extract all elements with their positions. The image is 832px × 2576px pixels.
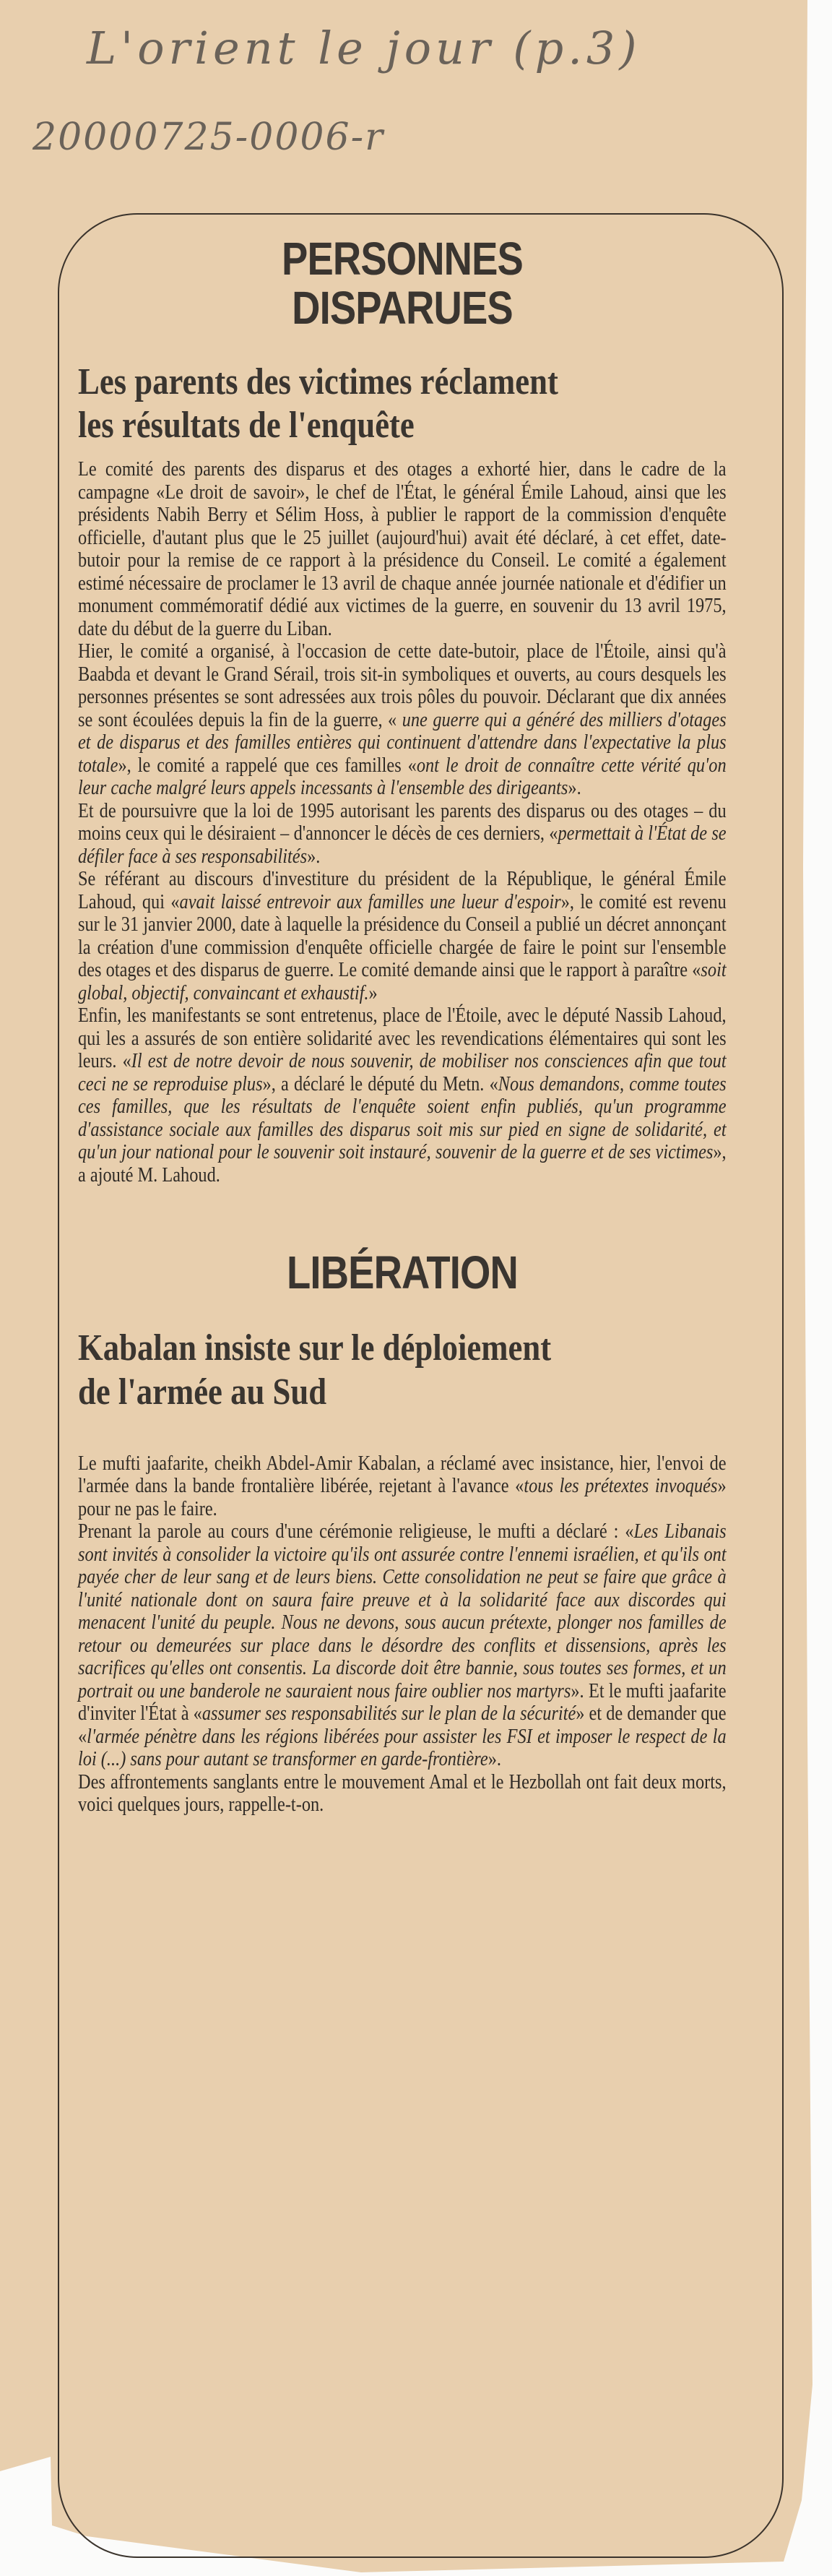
paragraph [78,1004,727,1186]
paragraph [78,640,727,800]
body-text-run: » pour ne pas le faire. [78,1474,727,1520]
body-text-run: », a ajouté M. Lahoud. [78,1140,727,1186]
body-text-run: ». [488,1747,501,1771]
headline [78,1327,725,1415]
body-text-run: », le comité est revenu sur le 31 janvier 2000, date à laquelle la présidence du Conseil a publié un décret annonçant la création d'une commission d'enquête officielle chargée de faire le point sur l'ensemble des otages et des disparus de guerre. Le comité demande ainsi que le rapport à paraître « [78,889,727,982]
section-heading: LIBÉRATION [287,1246,518,1299]
paragraph [78,1520,727,1771]
headline [78,361,725,449]
body-text-run: Le comité des parents des disparus et des otages a exhorté hier, dans le cadre de la campagne «Le droit de savoir», le chef de l'État, le général Émile Lahoud, ainsi que les présidents Nabih Berry et Sélim Hoss, à publier le rapport de la commission d'enquête officielle, d'autant plus que le 25 juillet (aujourd'hui) avait été déclaré, à cet effet, date-butoir pour la remise de ce rapport à la présidence du Conseil. Le comité a également estimé nécessaire de proclamer le 13 avril de chaque année journée nationale et d'édifier un monument commémoratif dédié aux victimes de la guerre, en souvenir du 13 avril 1975, date du début de la guerre du Liban. [78,457,727,640]
handwritten-reference-number: 20000725-0006-r [32,116,385,159]
body-text-run: Prenant la parole au cours d'une cérémonie religieuse, le mufti a déclaré : « [78,1520,634,1543]
body-text-run: ». [568,776,581,800]
article-liberation [78,1246,727,1817]
handwritten-publication-note: L'orient le jour (p.3) [87,22,641,74]
section-heading-line-2: DISPARUES [292,281,513,334]
quotation-text: assumer ses responsabilités sur le plan de la sécurité [202,1702,576,1726]
headline-line-1: Les parents des victimes réclament [78,361,558,402]
quotation-text: permettait à l'État de se défiler face à ses responsabilités [78,822,727,868]
paragraph [78,800,727,869]
quotation-text: avait laissé entrevoir aux familles une lueur d'espoir [179,889,561,913]
quotation-text: Les Libanais sont invités à consolider la victoire qu'ils ont assurée contre l'ennemi israélien, et qu'ils ont payée cher de leur sang et de leurs biens. Cette consolidation ne peut se faire que grâce à l'unité nationale dont on saura faire preuve et à la solidarité face aux discordes qui menacent l'unité du peuple. Nous ne devons, sous aucun prétexte, plonger nos familles de retour ou demeurées sur place dans le désordre des conflits et dissensions, après les sacrifices qu'elles ont consentis. La discorde doit être bannie, sous toutes ses formes, et un portrait ou une banderole ne sauraient nous faire oublier nos martyrs [78,1520,727,1702]
headline-line-1: Kabalan insiste sur le déploiement [78,1327,552,1369]
headline-line-2: les résultats de l'enquête [78,405,415,447]
body-text-run: Des affrontements sanglants entre le mouvement Amal et le Hezbollah ont fait deux morts, voici quelques jours, rappelle-t-on. [78,1770,727,1817]
paragraph [78,868,727,1004]
paragraph [78,1771,727,1817]
body-text-run: » et de demander que « [78,1702,727,1748]
paragraph [78,458,727,640]
section-heading-line-1: PERSONNES [282,233,523,285]
body-text-run: Hier, le comité a organisé, à l'occasion de cette date-butoir, place de l'Étoile, ainsi qu'à Baabda et devant le Grand Sérail, trois sit-in symboliques et ouverts, au cours desquels les personnes présentes se sont adressées aux trois pôles du pouvoir. Déclarant que dix années se sont écoulées depuis la fin de la guerre, « [78,639,727,731]
paragraph [78,1452,727,1521]
article-body [78,1452,727,1817]
body-text-run: Le mufti jaafarite, cheikh Abdel-Amir Kabalan, a réclamé avec insistance, hier, l'envoi de l'armée dans la bande frontalière libérée, rejetant à l'avance « [78,1451,727,1498]
quotation-text: Nous demandons, comme toutes ces familles, que les résultats de l'enquête soient enfin publiés, qu'un programme d'assistance sociale aux familles des disparus soit mis sur pied en signe de solidarité, et qu'un jour national pour le souvenir soit instauré, souvenir de la guerre et de ses victimes [78,1072,727,1164]
quotation-text: tous les prétextes invoqués [524,1474,718,1498]
quotation-text: ont le droit de connaître cette vérité qu'on leur cache malgré leurs appels incessants à l'ensemble des dirigeants [78,753,727,800]
quotation-text: une guerre qui a généré des milliers d'otages et de disparus et des familles entières qui continuent d'attendre dans l'expectative la plus totale [78,707,727,777]
body-text-run: Enfin, les manifestants se sont entretenus, place de l'Étoile, avec le député Nassib Lahoud, qui les a assurés de son entière solidarité avec les revendications élémentaires qui sont les leurs. « [78,1004,727,1073]
article-column [78,235,727,1817]
body-text-run: » [368,981,378,1004]
section-heading [126,235,677,333]
body-text-run: Se référant au discours d'investiture du président de la République, le général Émile Lahoud, qui « [78,867,727,913]
quotation-text: soit global, objectif, convaincant et exhaustif. [78,958,727,1004]
article-body [78,458,727,1186]
quotation-text: l'armée pénètre dans les régions libérées pour assister les FSI et imposer le respect de la loi (...) sans pour autant se transformer en garde-frontière [78,1724,727,1771]
body-text-run: ». Et le mufti jaafarite d'inviter l'État à « [78,1679,727,1726]
body-text-run: », a déclaré le député du Metn. « [262,1072,498,1095]
article-missing-persons [78,235,727,1186]
body-text-run: », le comité a rappelé que ces familles « [118,753,417,777]
body-text-run: Et de poursuivre que la loi de 1995 autorisant les parents des disparus ou des otages – du moins ceux qui le désiraient – d'annoncer le décès de ces derniers, « [78,798,727,845]
body-text-run: ». [307,844,321,868]
headline-line-2: de l'armée au Sud [78,1371,327,1413]
quotation-text: Il est de notre devoir de nous souvenir, de mobiliser nos consciences afin que tout ceci ne se reproduise plus [78,1049,727,1095]
